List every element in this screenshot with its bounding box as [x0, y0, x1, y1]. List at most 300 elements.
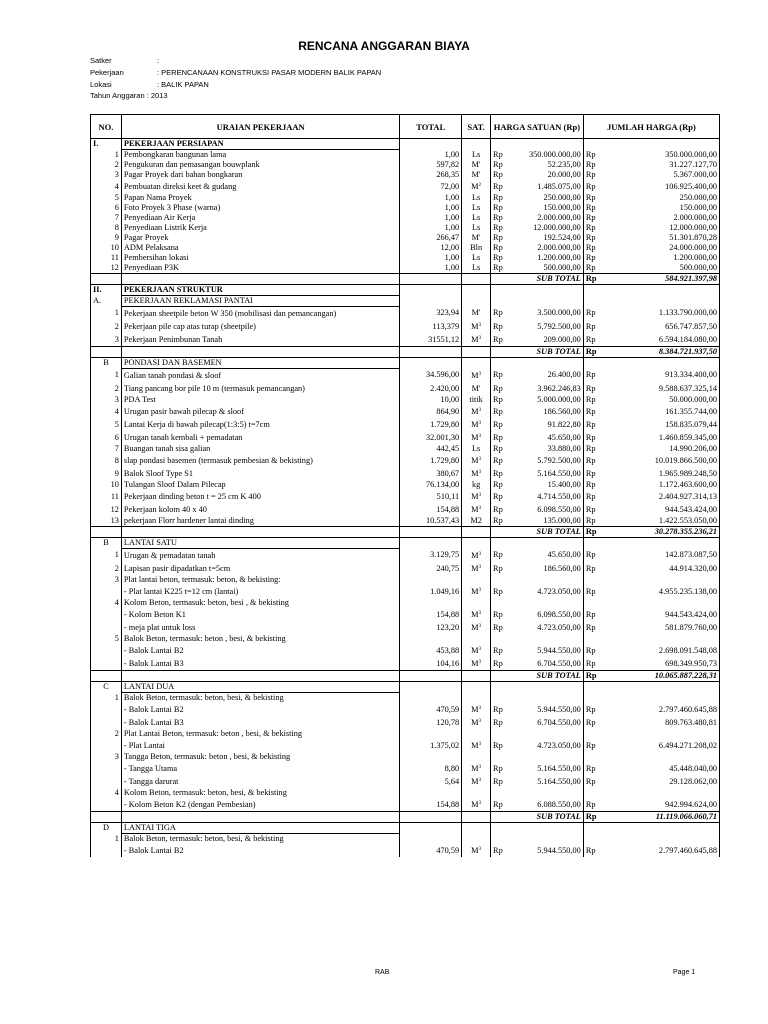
item-description: - Tangga Utama: [121, 762, 399, 775]
cell-no: [91, 347, 122, 358]
cell-unit: [462, 671, 491, 682]
subsection-row: [91, 296, 720, 307]
cell-amount: [604, 823, 720, 834]
cell-total: [400, 358, 462, 369]
item-unit: [462, 703, 491, 716]
item-quantity: 1.049,16: [400, 585, 462, 598]
cell-total: [400, 139, 462, 150]
item-amount: [604, 834, 720, 845]
item-currency: Rp: [583, 480, 604, 490]
item-currency: Rp: [583, 243, 604, 253]
item-number: [91, 657, 122, 671]
cell-total: [400, 812, 462, 823]
table-row: [91, 562, 720, 575]
table-row: [91, 739, 720, 752]
item-quantity: 323,94: [400, 307, 462, 321]
cell-total: [400, 527, 462, 538]
item-unit-price: 33.880,00: [511, 444, 583, 454]
item-amount: [604, 752, 720, 762]
item-unit: [462, 739, 491, 752]
item-currency: Rp: [491, 263, 512, 274]
unit-exponent: 3: [478, 801, 482, 806]
table-row: [91, 170, 720, 180]
header-total: TOTAL: [400, 115, 462, 139]
item-amount: [604, 788, 720, 798]
cell-rp: [491, 538, 512, 549]
item-quantity: 120,78: [400, 716, 462, 729]
item-description: - Plat lantai K225 t=12 cm (lantai): [121, 585, 399, 598]
table-row: [91, 503, 720, 516]
cell-unit-price: [511, 538, 583, 549]
item-unit-price: [511, 598, 583, 608]
item-currency: Rp: [491, 213, 512, 223]
item-unit-price: 135.000,00: [511, 516, 583, 527]
item-quantity: 1,00: [400, 223, 462, 233]
item-amount: 44.914.320,00: [604, 562, 720, 575]
item-quantity: 470,59: [400, 703, 462, 716]
item-description: - Balok Lantai B2: [121, 703, 399, 716]
item-unit-price: 45.650,00: [511, 549, 583, 563]
item-currency: Rp: [583, 333, 604, 347]
item-number: 2: [91, 729, 122, 739]
item-unit: [462, 223, 491, 233]
item-number: 13: [91, 516, 122, 527]
item-description: Urugan pasir bawah pilecap & sloof: [121, 405, 399, 418]
item-unit-price: 4.714.550,00: [511, 490, 583, 503]
item-quantity: 1.729,80: [400, 454, 462, 467]
item-description: - Balok Lantai B2: [121, 644, 399, 657]
item-number: 4: [91, 180, 122, 193]
item-currency: Rp: [491, 150, 512, 161]
item-currency: [583, 788, 604, 798]
item-unit-price: 5.164.550,00: [511, 467, 583, 480]
item-quantity: [400, 575, 462, 585]
item-unit: [462, 243, 491, 253]
unit-text: Ls: [471, 149, 481, 159]
item-currency: [491, 788, 512, 798]
subtotal-label: SUB TOTAL: [511, 527, 583, 538]
unit-text: M: [471, 335, 479, 344]
item-number: 3: [91, 395, 122, 405]
item-unit: [462, 333, 491, 347]
item-quantity: 1.729,80: [400, 418, 462, 431]
unit-text: Ls: [471, 223, 481, 232]
item-description: Balok Beton, termasuk: beton, besi, & bekisting: [121, 834, 399, 845]
unit-text: titik: [469, 395, 483, 404]
cell-rp: [491, 347, 512, 358]
item-number: [91, 621, 122, 634]
item-description: Lapisan pasir dipadatkan t=5cm: [121, 562, 399, 575]
meta-label: Pekerjaan: [90, 67, 124, 77]
item-currency: Rp: [583, 395, 604, 405]
subsection-row: [91, 823, 720, 834]
unit-text: Ls: [471, 444, 481, 453]
item-unit: [462, 170, 491, 180]
item-unit: [462, 788, 491, 798]
cell-total: [400, 347, 462, 358]
unit-text: M: [471, 550, 479, 560]
unit-exponent: 3: [478, 660, 482, 665]
item-unit: [462, 369, 491, 383]
item-quantity: 268,35: [400, 170, 462, 180]
item-currency: Rp: [491, 716, 512, 729]
item-number: [91, 844, 122, 857]
table-header-row: [91, 115, 720, 139]
item-unit-price: 5.164.550,00: [511, 775, 583, 788]
item-quantity: 266,47: [400, 233, 462, 243]
cell-amount: [604, 139, 720, 150]
item-description: Kolom Beton, termasuk: beton, besi, & bekisting: [121, 788, 399, 798]
item-amount: 350.000.000,00: [604, 150, 720, 161]
cell-unit: [462, 527, 491, 538]
item-currency: [583, 834, 604, 845]
item-unit: [462, 598, 491, 608]
item-currency: [491, 575, 512, 585]
cell-unit: [462, 296, 491, 307]
unit-exponent: 3: [478, 421, 482, 426]
item-quantity: 864,90: [400, 405, 462, 418]
item-currency: Rp: [583, 418, 604, 431]
cell-unit: [462, 285, 491, 296]
item-amount: 142.873.087,50: [604, 549, 720, 563]
item-unit: [462, 693, 491, 704]
unit-text: M': [471, 233, 481, 242]
item-number: 1: [91, 307, 122, 321]
item-quantity: 154,88: [400, 798, 462, 812]
subtotal-amount: 30.278.355.236,21: [604, 527, 720, 538]
unit-exponent: 3: [478, 506, 482, 511]
item-number: 11: [91, 490, 122, 503]
item-description: Lantai Kerja di bawah pilecap(1:3:5) t=7cm: [121, 418, 399, 431]
unit-text: M: [471, 492, 479, 501]
item-quantity: [400, 752, 462, 762]
item-quantity: 34.596,00: [400, 369, 462, 383]
item-unit: [462, 608, 491, 621]
item-amount: 161.355.744,00: [604, 405, 720, 418]
section-title: LANTAI DUA: [121, 682, 399, 693]
section-title: PONDASI DAN BASEMEN: [121, 358, 399, 369]
item-unit: [462, 752, 491, 762]
section-title: PEKERJAAN STRUKTUR: [121, 285, 399, 296]
section-row: [91, 285, 720, 296]
item-description: - Tangga darurat: [121, 775, 399, 788]
item-unit: [462, 490, 491, 503]
item-quantity: 1,00: [400, 203, 462, 213]
subtotal-currency: Rp: [583, 274, 604, 285]
item-number: 3: [91, 575, 122, 585]
table-row: [91, 418, 720, 431]
item-currency: Rp: [491, 193, 512, 203]
table-row: [91, 180, 720, 193]
unit-exponent: 3: [478, 434, 482, 439]
item-unit: [462, 467, 491, 480]
table-row: [91, 454, 720, 467]
unit-text: M': [471, 308, 481, 318]
item-amount: [604, 598, 720, 608]
item-currency: Rp: [583, 444, 604, 454]
item-unit: [462, 549, 491, 563]
unit-exponent: 3: [478, 765, 482, 770]
item-currency: Rp: [491, 739, 512, 752]
item-currency: Rp: [583, 585, 604, 598]
item-quantity: 1,00: [400, 150, 462, 161]
item-unit: [462, 193, 491, 203]
item-quantity: 76.134,00: [400, 480, 462, 490]
item-unit-price: 6.088.550,00: [511, 798, 583, 812]
item-currency: [583, 634, 604, 644]
unit-exponent: 3: [478, 336, 482, 341]
item-currency: [491, 729, 512, 739]
item-currency: [491, 834, 512, 845]
item-description: - Kolom Beton K1: [121, 608, 399, 621]
unit-text: Ls: [471, 253, 481, 262]
table-row: [91, 263, 720, 274]
item-number: 5: [91, 634, 122, 644]
item-number: [91, 762, 122, 775]
section-number: I.: [91, 139, 122, 150]
table-row: [91, 320, 720, 333]
item-currency: Rp: [583, 644, 604, 657]
table-row: [91, 395, 720, 405]
item-number: 7: [91, 213, 122, 223]
unit-exponent: 3: [478, 457, 482, 462]
item-amount: [604, 693, 720, 704]
item-unit-price: 2.000.000,00: [511, 243, 583, 253]
unit-text: M: [471, 659, 479, 668]
unit-exponent: 3: [478, 611, 482, 616]
table-row: [91, 307, 720, 321]
item-number: 1: [91, 150, 122, 161]
unit-text: M: [471, 420, 479, 429]
section-number: B: [91, 358, 122, 369]
cell-total: [400, 285, 462, 296]
section-number: D: [91, 823, 122, 834]
item-description: Pembongkaran bangunan lama: [121, 150, 399, 161]
cell-rp: [583, 296, 604, 307]
section-row: [91, 139, 720, 150]
subtotal-row: [91, 347, 720, 358]
item-number: [91, 703, 122, 716]
table-row: [91, 585, 720, 598]
item-amount: [604, 575, 720, 585]
section-number: A.: [91, 296, 122, 307]
cell-unit-price: [511, 358, 583, 369]
subsection-row: [91, 358, 720, 369]
item-description: Pengukuran dan pemasangan bouwplank: [121, 160, 399, 170]
item-quantity: 72,00: [400, 180, 462, 193]
subtotal-amount: 8.384.721.937,50: [604, 347, 720, 358]
cell-rp: [491, 358, 512, 369]
unit-text: M: [471, 741, 479, 750]
meta-value: : PERENCANAAN KONSTRUKSI PASAR MODERN BALIK PAPAN: [157, 67, 382, 77]
section-title: LANTAI TIGA: [121, 823, 399, 834]
item-currency: Rp: [491, 644, 512, 657]
item-quantity: 10.537,43: [400, 516, 462, 527]
subtotal-currency: Rp: [583, 347, 604, 358]
item-amount: [604, 729, 720, 739]
item-currency: [491, 693, 512, 704]
item-description: Pekerjaan Penimbunan Tanah: [121, 333, 399, 347]
item-amount: 944.543.424,00: [604, 503, 720, 516]
table-row: [91, 788, 720, 798]
cell-rp: [491, 823, 512, 834]
item-number: 1: [91, 369, 122, 383]
table-row: [91, 729, 720, 739]
item-number: 1: [91, 549, 122, 563]
unit-text: Ls: [471, 203, 481, 212]
item-quantity: 5,64: [400, 775, 462, 788]
item-unit: [462, 418, 491, 431]
item-description: Balok Beton, termasuk: beton, besi, & bekisting: [121, 693, 399, 704]
item-description: Foto Proyek 3 Phase (warna): [121, 203, 399, 213]
item-amount: 6.494.271.208,02: [604, 739, 720, 752]
table-row: [91, 233, 720, 243]
table-row: [91, 223, 720, 233]
unit-exponent: 3: [478, 323, 482, 328]
cell-unit: [462, 538, 491, 549]
item-unit-price: 12.000.000,00: [511, 223, 583, 233]
table-row: [91, 243, 720, 253]
item-currency: Rp: [583, 490, 604, 503]
item-number: 10: [91, 480, 122, 490]
item-unit-price: 45.650,00: [511, 431, 583, 444]
item-currency: Rp: [583, 562, 604, 575]
item-quantity: [400, 788, 462, 798]
item-quantity: 104,16: [400, 657, 462, 671]
item-currency: Rp: [491, 203, 512, 213]
item-description: - Balok Lantai B3: [121, 657, 399, 671]
item-unit-price: 5.792.500,00: [511, 320, 583, 333]
item-currency: Rp: [491, 480, 512, 490]
item-unit-price: 6.704.550,00: [511, 716, 583, 729]
table-row: [91, 634, 720, 644]
item-unit-price: 1.485.075,00: [511, 180, 583, 193]
cell-rp: [491, 274, 512, 285]
item-currency: Rp: [491, 333, 512, 347]
unit-text: M': [471, 170, 481, 179]
subtotal-amount: 11.119.066.060,71: [604, 812, 720, 823]
item-unit-price: 26.400,00: [511, 369, 583, 383]
item-quantity: 1,00: [400, 213, 462, 223]
subtotal-row: [91, 812, 720, 823]
cell-unit-price: [511, 139, 583, 150]
item-unit: [462, 562, 491, 575]
item-unit-price: 4.723.050,00: [511, 585, 583, 598]
header-unit-price: HARGA SATUAN (Rp): [491, 115, 584, 139]
item-amount: 12.000.000,00: [604, 223, 720, 233]
unit-text: Ls: [471, 213, 481, 222]
item-unit-price: [511, 729, 583, 739]
item-amount: 581.879.760,00: [604, 621, 720, 634]
item-description: Pagar Proyek dari bahan bongkaran: [121, 170, 399, 180]
table-row: [91, 150, 720, 161]
item-unit-price: [511, 834, 583, 845]
cell-unit-price: [511, 682, 583, 693]
cell-desc: [121, 274, 399, 285]
item-description: pekerjaan Florr hardener lantai dinding: [121, 516, 399, 527]
item-quantity: 8,80: [400, 762, 462, 775]
item-unit: [462, 213, 491, 223]
item-currency: [583, 693, 604, 704]
item-currency: [583, 598, 604, 608]
item-unit-price: [511, 634, 583, 644]
item-unit: [462, 480, 491, 490]
item-currency: Rp: [491, 490, 512, 503]
cell-rp: [583, 538, 604, 549]
item-number: [91, 585, 122, 598]
item-currency: Rp: [491, 762, 512, 775]
item-currency: [491, 634, 512, 644]
item-currency: Rp: [583, 608, 604, 621]
cell-rp: [583, 682, 604, 693]
cell-total: [400, 274, 462, 285]
item-quantity: 31551,12: [400, 333, 462, 347]
cell-total: [400, 671, 462, 682]
item-currency: Rp: [491, 657, 512, 671]
subtotal-currency: Rp: [583, 527, 604, 538]
item-currency: Rp: [491, 549, 512, 563]
table-row: [91, 598, 720, 608]
item-unit: [462, 585, 491, 598]
section-title: PEKERJAAN REKLAMASI PANTAI: [121, 296, 399, 307]
item-unit: [462, 834, 491, 845]
item-currency: Rp: [583, 193, 604, 203]
item-amount: 1.200.000,00: [604, 253, 720, 263]
unit-exponent: 3: [478, 470, 482, 475]
cell-amount: [604, 682, 720, 693]
cell-rp: [491, 527, 512, 538]
item-currency: Rp: [491, 444, 512, 454]
table-row: [91, 752, 720, 762]
meta-label: Satker: [90, 56, 112, 65]
unit-text: M: [471, 846, 479, 855]
item-number: 6: [91, 431, 122, 444]
item-currency: Rp: [583, 762, 604, 775]
item-amount: 500.000,00: [604, 263, 720, 274]
item-unit: [462, 775, 491, 788]
item-unit-price: [511, 693, 583, 704]
item-number: [91, 739, 122, 752]
unit-exponent: 3: [478, 778, 482, 783]
item-unit: [462, 798, 491, 812]
unit-text: M: [471, 764, 479, 773]
item-amount: 1.422.553.050,00: [604, 516, 720, 527]
unit-text: M: [471, 718, 479, 727]
item-number: 3: [91, 752, 122, 762]
item-amount: 9.588.637.325,14: [604, 382, 720, 395]
item-unit: [462, 253, 491, 263]
table-row: [91, 716, 720, 729]
item-description: - Balok Lantai B3: [121, 716, 399, 729]
item-number: 12: [91, 263, 122, 274]
item-number: 8: [91, 454, 122, 467]
cell-unit: [462, 139, 491, 150]
item-unit-price: 5.792.500,00: [511, 454, 583, 467]
item-unit: [462, 233, 491, 243]
item-number: 7: [91, 444, 122, 454]
item-currency: Rp: [491, 431, 512, 444]
cell-rp: [583, 358, 604, 369]
item-currency: Rp: [583, 739, 604, 752]
item-unit: [462, 516, 491, 527]
item-description: Buangan tanah sisa galian: [121, 444, 399, 454]
cell-unit: [462, 347, 491, 358]
subtotal-label: SUB TOTAL: [511, 347, 583, 358]
subsection-row: [91, 682, 720, 693]
meta-row: [90, 56, 381, 68]
meta-value: :: [157, 56, 160, 65]
item-unit: [462, 382, 491, 395]
